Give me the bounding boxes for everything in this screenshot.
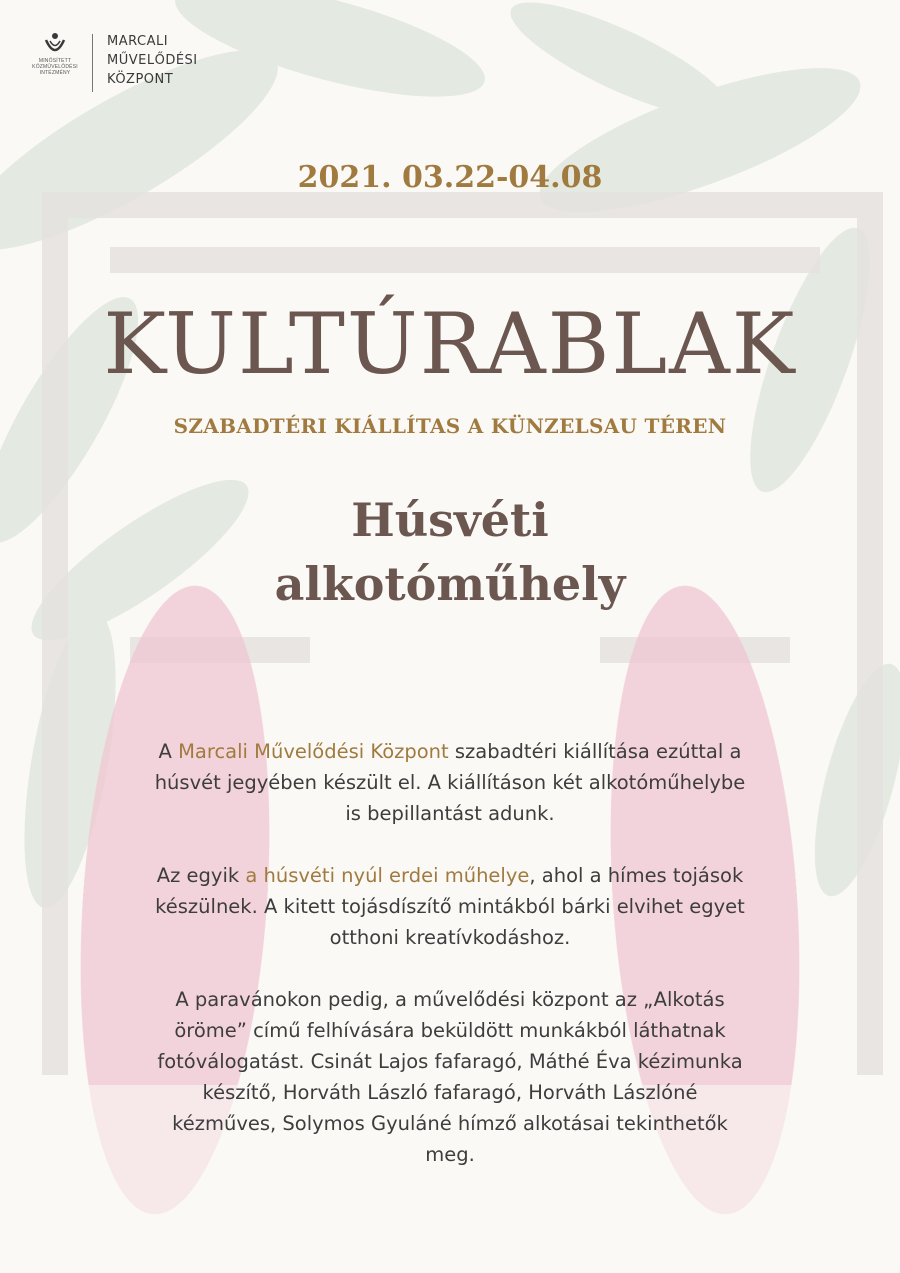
heading-line: Húsvéti <box>351 493 549 547</box>
logo-name <box>107 32 198 89</box>
logo-name-line: KÖZPONT <box>107 72 174 87</box>
logo-mark <box>28 30 82 76</box>
institution-logo <box>28 30 198 92</box>
logo-small-text: MINŐSÍTETT KÖZMŰVELŐDÉSI INTÉZMÉNY <box>32 58 78 76</box>
page-title: KULTÚRABLAK <box>103 295 797 393</box>
logo-name-line: MŰVELŐDÉSI <box>107 53 198 68</box>
event-date: 2021. 03.22-04.08 <box>297 160 603 195</box>
paragraph: A paravánokon pedig, a művelődési központ az „Alkotás öröme” című felhívására beküldött munkákból láthatnak fotóválogatást. Csinát Lajos fafaragó, Máthé Éva kézimunka készítő, Horváth László fafaragó, Horváth Lászlóné kézműves, Solymos Gyuláné hímző alkotásai tekinthetők meg. <box>157 988 743 1166</box>
paragraph: Az egyik a húsvéti nyúl erdei műhelye, ahol a hímes tojások készülnek. A kitett tojásdíszítő mintákból bárki elvihet egyet otthoni kreatívkodáshoz. <box>155 864 745 949</box>
highlight-text: a húsvéti nyúl erdei műhelye <box>245 864 530 887</box>
paragraph: A Marcali Művelődési Központ szabadtéri kiállítása ezúttal a húsvét jegyében készült el. A kiállításon két alkotóműhelybe is bepillantást adunk. <box>154 740 746 825</box>
logo-name-line: MARCALI <box>107 34 169 49</box>
logo-divider <box>92 34 93 92</box>
heart-person-icon <box>42 30 68 56</box>
highlight-text: Marcali Művelődési Központ <box>178 740 449 763</box>
page-subtitle: SZABADTÉRI KIÁLLÍTAS A KÜNZELSAU TÉREN <box>173 414 727 438</box>
description-text <box>150 736 750 1201</box>
event-heading <box>0 488 900 616</box>
heading-line: alkotóműhely <box>274 557 626 611</box>
